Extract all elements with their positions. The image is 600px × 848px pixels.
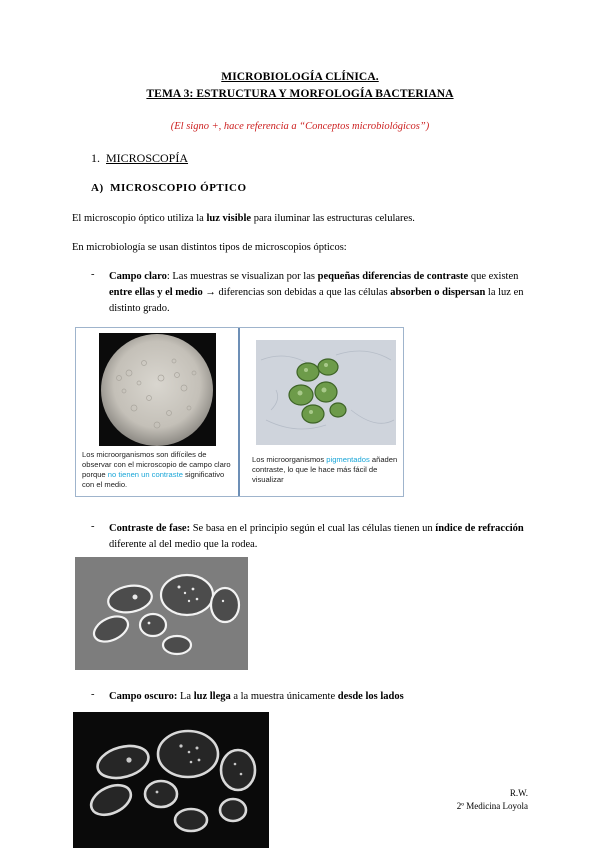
pigmented-micrograph <box>256 340 396 445</box>
bullet-campo-claro: Campo claro: Las muestras se visualizan por las pequeñas diferencias de contraste que existen entre ellas y el medio → diferencias son debidas a que las células absorben o dispersan la luz en distinto grado. <box>109 271 524 314</box>
footer-initials: R.W. <box>509 788 528 798</box>
section-heading-1 <box>91 151 188 166</box>
subsection-heading-a <box>91 182 247 194</box>
document-title-line1: MICROBIOLOGÍA CLÍNICA. <box>221 71 379 83</box>
bullet-dash-1: - <box>91 269 95 280</box>
pigmented-caption: Los microorganismos pigmentados añaden contraste, lo que le hace más fácil de visualizar <box>252 455 398 484</box>
intro-paragraph-1: El microscopio óptico utiliza la luz visible para iluminar las estructuras celulares. <box>72 213 415 224</box>
bullet-contraste-fase: Contraste de fase: Se basa en el principio según el cual las células tienen un índice de refracción diferente al del medio que la rodea. <box>109 523 524 550</box>
phase-contrast-micrograph <box>75 557 248 670</box>
document-title-line2: TEMA 3: ESTRUCTURA Y MORFOLOGÍA BACTERIANA <box>146 88 454 100</box>
subsection-label: A) <box>91 182 104 194</box>
bullet-dash-2: - <box>91 521 95 532</box>
footer-course: 2º Medicina Loyola <box>456 801 528 811</box>
symbol-note: (El signo +, hace referencia a “Conceptos microbiológicos”) <box>170 121 430 132</box>
bullet-dash-3: - <box>91 689 95 700</box>
bullet-campo-oscuro: Campo oscuro: La luz llega a la muestra únicamente desde los lados <box>109 691 404 702</box>
intro-paragraph-2: En microbiología se usan distintos tipos de microscopios ópticos: <box>72 242 347 253</box>
subsection-title: MICROSCOPIO ÓPTICO <box>110 182 247 194</box>
brightfield-caption: Los microorganismos son difíciles de observar con el microscopio de campo claro porque no tienen un contraste significativo con el medio. <box>82 450 231 489</box>
section-title: MICROSCOPÍA <box>106 151 189 165</box>
figure-divider <box>238 328 240 496</box>
section-number: 1. <box>91 151 100 165</box>
brightfield-micrograph <box>99 333 216 446</box>
dark-field-micrograph <box>73 712 269 848</box>
brightfield-figure <box>75 327 404 497</box>
